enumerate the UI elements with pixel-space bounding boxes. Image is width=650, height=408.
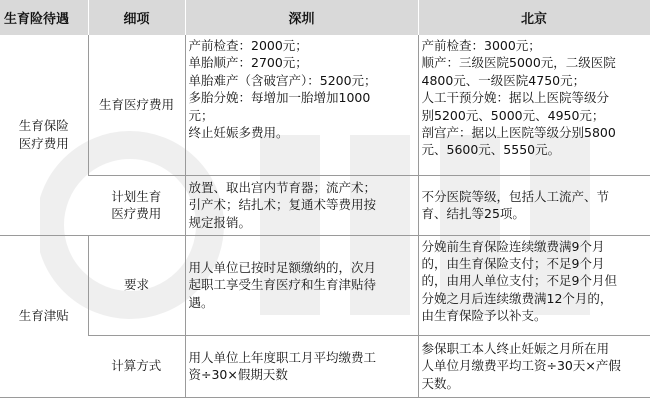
- header-shenzhen: 深圳: [185, 0, 418, 35]
- header-item: 细项: [88, 0, 185, 35]
- cell-line: 别5200元、5000元、4950元；: [421, 107, 605, 123]
- item-cell: [88, 335, 185, 397]
- category-allowance-cell: [0, 235, 88, 397]
- category-medical-cell: [0, 35, 88, 235]
- cell-line: 单胎难产（含破宫产）：5200元；: [188, 72, 377, 88]
- header-beijing: 北京: [418, 0, 650, 35]
- cell-line: 的，由用人单位支付；不足9个月但: [421, 273, 617, 289]
- cell-line: 由生育保险予以补支。: [421, 308, 547, 324]
- item-cell: [88, 35, 185, 175]
- cell-line: 单胎顺产：2700元；: [188, 55, 308, 71]
- cell-line: 起职工享受生育医疗和生育津贴待: [188, 277, 377, 293]
- cell-line: 分娩之月后连续缴费满12个月的，: [421, 290, 613, 306]
- beijing-cell: [418, 35, 650, 175]
- item-text: 生育医疗费用: [98, 97, 174, 113]
- cell-line: 资÷30×假期天数: [188, 367, 288, 382]
- cell-line: 不分医院等级，包括人工流产、节: [421, 188, 610, 204]
- cell-line: 天数。: [421, 375, 460, 391]
- cell-line: 剖宫产：据以上医院等级分别5800: [421, 125, 616, 141]
- table-row: [0, 335, 650, 397]
- cell-line: 的，由生育保险支付；不足9个月: [421, 255, 605, 271]
- beijing-cell: [418, 235, 650, 335]
- item-text: 医疗费用: [111, 206, 162, 221]
- item-cell: [88, 235, 185, 335]
- cell-line: 分娩前生育保险连续缴费满9个月: [421, 238, 605, 254]
- shenzhen-cell: [185, 35, 418, 175]
- item-text: 计算方式: [111, 358, 162, 374]
- cell-line: 产前检查：2000元；: [188, 38, 308, 53]
- cell-line: 多胎分娩：每增加一胎增加1000: [188, 90, 371, 106]
- cell-line: 顺产：三级医院5000元，二级医院: [421, 55, 616, 71]
- table-row: [0, 35, 650, 175]
- cell-line: 元；: [188, 107, 214, 123]
- cell-line: 人工干预分娩：据以上医院等级分: [421, 90, 610, 106]
- cell-line: 放置、取出宫内节育器；流产术；: [188, 179, 377, 195]
- beijing-cell: [418, 335, 650, 397]
- category-text: 生育津贴: [18, 308, 69, 324]
- cell-line: 用人单位已按时足额缴纳的，次月: [188, 259, 377, 275]
- shenzhen-cell: [185, 235, 418, 335]
- category-text: 医疗费用: [18, 135, 69, 151]
- cell-line: 元、5600元、5550元。: [421, 142, 561, 158]
- cell-line: 人单位月缴费平均工资÷30天×产假: [421, 358, 621, 374]
- item-text: 要求: [123, 277, 149, 293]
- header-benefit: 生育险待遇: [0, 0, 88, 35]
- shenzhen-cell: [185, 335, 418, 397]
- cell-line: 参保职工本人终止妊娠之月所在用: [421, 340, 610, 356]
- table-row: [0, 235, 650, 335]
- category-text: 生育保险: [18, 118, 69, 134]
- beijing-cell: [418, 175, 650, 235]
- cell-line: 终止妊娠多费用。: [188, 125, 289, 141]
- item-cell: [88, 175, 185, 235]
- shenzhen-cell: [185, 175, 418, 235]
- table-row: [0, 175, 650, 235]
- cell-line: 用人单位上年度职工月平均缴费工: [188, 349, 377, 365]
- cell-line: 引产术；结扎术；复通术等费用按: [188, 197, 377, 213]
- cell-line: 4800元、一级医院4750元；: [421, 72, 586, 88]
- cell-line: 产前检查：3000元；: [421, 38, 541, 53]
- header-row: [0, 0, 650, 35]
- item-text: 计划生育: [111, 188, 162, 204]
- cell-line: 遇。: [188, 294, 214, 310]
- cell-line: 育、结扎等25项。: [421, 206, 525, 221]
- cell-line: 规定报销。: [188, 214, 252, 230]
